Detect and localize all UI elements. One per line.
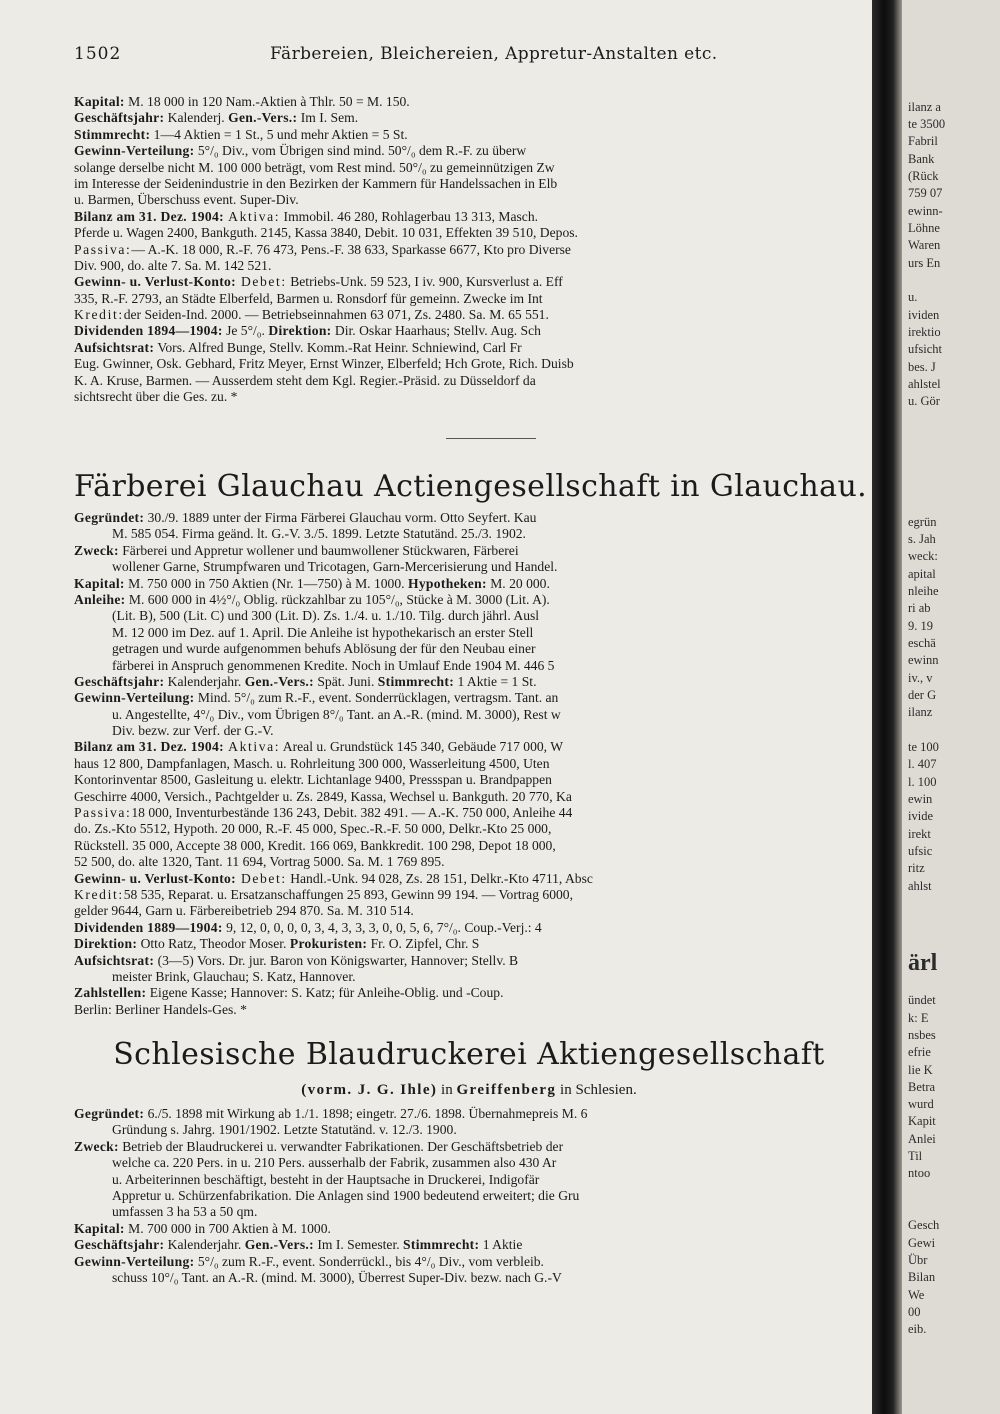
text-line	[74, 225, 864, 241]
text-run: do. Zs.-Kto 5512, Hypoth. 20 000, R.-F. 45 000, Spec.-R.-F. 50 000, Delkr.-Kto 25 000,	[74, 821, 552, 837]
text-run: 1 Aktie	[479, 1237, 523, 1253]
field-label: Direktion:	[74, 936, 138, 952]
field-label: Kapital:	[74, 575, 125, 591]
text-run: umfassen 3 ha 53 a 50 qm.	[112, 1204, 258, 1220]
entry-text	[74, 1106, 864, 1286]
facing-page-line: ahlst	[908, 879, 932, 893]
facing-page-line: nleihe	[908, 584, 939, 598]
text-run: Betriebseinnahmen 63 071, Zs. 2480. Sa. M. 65 551.	[261, 307, 549, 323]
running-title: Färbereien, Bleichereien, Appretur-Anstalten etc.	[270, 44, 718, 64]
text-run: A.-K. 18 000, R.-F. 76 473, Pens.-F. 38 633, Sparkasse 6677, Kto pro Diverse	[147, 241, 571, 257]
text-run: Geschirre 4000, Versich., Pachtgelder u. Zs. 2849, Kassa, Wechsel u. Bankguth. 20 770, Ka	[74, 788, 572, 804]
text-run: 30./9. 1889 unter der Firma Färberei Glauchau vorm. Otto Seyfert. Kau	[144, 510, 537, 525]
page-number: 1502	[74, 44, 122, 64]
facing-page-line: u. Gör	[908, 394, 940, 408]
text-line	[74, 543, 864, 559]
facing-page-line: We	[908, 1288, 925, 1302]
text-run: Immobil. 46 280, Rohlagerbau 13 313, Masch.	[280, 208, 539, 224]
facing-page-line: Til	[908, 1149, 923, 1163]
text-line	[74, 985, 864, 1001]
spaced-label: Debet:	[235, 274, 287, 290]
text-line	[74, 291, 864, 307]
facing-page-line: 9. 19	[908, 619, 933, 633]
text-run: A.-K. 750 000, Anleihe 44	[427, 805, 573, 821]
text-run: Berlin: Berliner Handels-Ges. *	[74, 1001, 247, 1017]
text-run: M. 20 000.	[486, 575, 550, 591]
company-title: Schlesische Blaudruckerei Aktiengesellschaft	[113, 1037, 825, 1072]
text-run: Vors. Alfred Bunge, Stellv. Komm.-Rat Heinr. Schniewind, Carl Fr	[154, 339, 522, 355]
text-run: 5°/₀ Div., vom Übrigen sind mind. 50°/₀ dem R.-F. zu überw	[194, 143, 527, 159]
text-run: 335, R.-F. 2793, an Städte Elberfeld, Barmen u. Ronsdorf für gemeinn. Zwecke im Int	[74, 290, 543, 306]
spaced-label: Passiva:	[74, 805, 132, 821]
text-run: Betriebs-Unk. 59 523, I iv. 900, Kursverlust a. Eff	[286, 274, 563, 290]
text-run: u. Barmen, Überschuss event. Super-Div.	[74, 192, 299, 208]
text-run: M. 600 000 in 4½°/₀ Oblig. rückzahlbar zu 105°/₀, Stücke à M. 3000 (Lit. A).	[125, 591, 550, 607]
running-header	[74, 44, 864, 70]
text-run: M. 700 000 in 700 Aktien à M. 1000.	[124, 1220, 331, 1236]
field-label: Gegründet:	[74, 510, 145, 525]
text-line	[74, 756, 864, 772]
field-label: Zweck:	[74, 542, 119, 558]
facing-page-line: (Rück	[908, 169, 939, 183]
text-line	[74, 242, 864, 258]
field-label: Stimmrecht:	[74, 126, 151, 142]
text-line	[74, 1237, 864, 1253]
text-run: wollener Garne, Strumpfwaren und Tricotagen, Garn-Mercerisierung und Handel.	[112, 559, 558, 575]
text-run: Eigene Kasse; Hannover: S. Katz; für Anleihe-Oblig. und -Coup.	[146, 985, 504, 1001]
subtitle-region: in Schlesien.	[556, 1082, 637, 1098]
field-label: Bilanz am 31. Dez. 1904:	[74, 739, 224, 755]
facing-page-line: ri ab	[908, 601, 931, 615]
field-label: Zahlstellen:	[74, 985, 147, 1001]
facing-page-line: efrie	[908, 1045, 931, 1059]
text-line	[74, 307, 864, 323]
text-run: Betrieb der Blaudruckerei u. verwandter Fabrikationen. Der Geschäftsbetrieb der	[118, 1138, 564, 1154]
text-run: Fr. O. Zipfel, Chr. S	[367, 936, 480, 952]
facing-page-line: egrün	[908, 515, 937, 529]
text-run: 18 000, Inventurbestände 136 243, Debit. 382 491. —	[131, 805, 428, 821]
text-run: welche ca. 220 Pers. in u. 210 Pers. ausserhalb der Fabrik, zusammen also 430 Ar	[112, 1155, 557, 1171]
facing-page-line: eschä	[908, 636, 936, 650]
text-line	[74, 192, 864, 208]
company-entry-glauchau	[74, 469, 868, 1018]
text-run: Div. bezw. zur Verf. der G.-V.	[112, 723, 274, 739]
text-line	[74, 274, 864, 290]
facing-page-line: 759 07	[908, 186, 943, 200]
facing-page-line: l. 100	[908, 775, 937, 789]
facing-page-line: Waren	[908, 238, 941, 252]
text-line	[74, 1188, 864, 1204]
field-label: Dividenden 1894—1904:	[74, 323, 223, 339]
text-run: färberei in Anspruch genommenen Kredite. Noch in Umlauf Ende 1904 M. 446 5	[112, 657, 555, 673]
facing-page-line: ilanz a	[908, 100, 941, 114]
field-label: Gewinn-Verteilung:	[74, 690, 195, 706]
text-line	[74, 789, 864, 805]
text-line	[74, 1122, 864, 1138]
field-label: Geschäftsjahr:	[74, 673, 165, 689]
facing-page-line: Fabril	[908, 134, 938, 148]
text-line	[74, 1139, 864, 1155]
facing-page-line: irektio	[908, 325, 941, 339]
facing-page-line: ivide	[908, 809, 933, 823]
spaced-label: Kredit:	[74, 307, 124, 323]
text-run: Gründung s. Jahrg. 1901/1902. Letzte Statutänd. v. 12./3. 1900.	[112, 1122, 457, 1138]
text-line	[74, 658, 864, 674]
text-line	[74, 1204, 864, 1220]
facing-page-line: ilanz	[908, 705, 933, 719]
text-line	[74, 821, 864, 837]
text-run: schuss 10°/₀ Tant. an A.-R. (mind. M. 3000), Überrest Super-Div. bezw. nach G.-V	[112, 1269, 562, 1285]
facing-page-line: Gewi	[908, 1236, 936, 1250]
text-line	[74, 854, 864, 870]
spaced-label: Debet:	[235, 870, 287, 886]
text-line	[74, 526, 864, 542]
text-line	[74, 340, 864, 356]
field-label: Hypotheken:	[407, 575, 487, 591]
text-line	[74, 1270, 864, 1286]
facing-page-line: Löhne	[908, 221, 940, 235]
text-run: Spät. Juni.	[313, 673, 378, 689]
text-line	[74, 559, 864, 575]
text-line	[74, 1106, 864, 1122]
facing-page-line: der G	[908, 688, 937, 702]
text-line	[74, 176, 864, 192]
facing-page-line: ewinn-	[908, 204, 943, 218]
company-title: Färberei Glauchau Actiengesellschaft in Glauchau.	[74, 469, 868, 504]
text-line	[74, 690, 864, 706]
text-line	[74, 871, 864, 887]
text-line	[74, 805, 864, 821]
text-run: M. 12 000 im Dez. auf 1. April. Die Anleihe ist hypothekarisch an erster Stell	[112, 624, 534, 640]
text-run: Im I. Semester.	[313, 1237, 404, 1253]
text-line	[74, 1002, 864, 1018]
spaced-label: Aktiva:	[223, 739, 281, 755]
text-run: Dir. Oskar Haarhaus; Stellv. Aug. Sch	[331, 323, 541, 339]
text-run: (3—5) Vors. Dr. jur. Baron von Königswarter, Hannover; Stellv. B	[154, 952, 519, 968]
facing-page-line: Gesch	[908, 1218, 940, 1232]
facing-page-line: urs En	[908, 256, 941, 270]
text-run: 52 500, do. alte 1320, Tant. 11 694, Vortrag 5000. Sa. M. 1 769 895.	[74, 854, 445, 870]
previous-company-entry	[74, 94, 864, 405]
field-label: Anleihe:	[74, 591, 126, 607]
facing-page-line: Kapit	[908, 1114, 936, 1128]
section-divider	[446, 438, 536, 439]
text-line	[74, 1221, 864, 1237]
facing-page-line: s. Jah	[908, 532, 936, 546]
text-run: 5°/₀ zum R.-F., event. Sonderrückl., bis 4°/₀ Div., vom verbleib.	[194, 1253, 544, 1269]
text-run: meister Brink, Glauchau; S. Katz, Hannover.	[112, 968, 356, 984]
text-run: Im I. Sem.	[297, 110, 359, 126]
text-line	[74, 94, 864, 110]
text-run: Kalenderjahr.	[164, 673, 245, 689]
text-run: Div. 900, do. alte 7. Sa. M. 142 521.	[74, 257, 272, 273]
text-run: Kontorinventar 8500, Gasleitung u. elektr. Lichtanlage 9400, Pressspan u. Brandpappen	[74, 772, 552, 788]
subtitle-connector: in	[437, 1082, 457, 1098]
text-run: 1—4 Aktien = 1 St., 5 und mehr Aktien = 5 St.	[150, 126, 408, 142]
text-run: Appretur u. Schürzenfabrikation. Die Anlagen sind 1900 bedeutend erweitert; die Gru	[112, 1187, 580, 1203]
text-line	[74, 608, 864, 624]
facing-page-line: wurd	[908, 1097, 934, 1111]
text-line	[74, 389, 864, 405]
text-line	[74, 592, 864, 608]
facing-page-line: ündet	[908, 993, 936, 1007]
text-run: Areal u. Grundstück 145 340, Gebäude 717 000, W	[280, 739, 564, 755]
text-line	[74, 127, 864, 143]
facing-page-line: nsbes	[908, 1028, 936, 1042]
field-label: Zweck:	[74, 1138, 119, 1154]
text-line	[74, 953, 864, 969]
text-line	[74, 969, 864, 985]
text-line	[74, 209, 864, 225]
text-line	[74, 772, 864, 788]
company-subtitle	[74, 1080, 864, 1100]
facing-page-line: bes. J	[908, 360, 936, 374]
text-run: (Lit. B), 500 (Lit. C) und 300 (Lit. D). Zs. 1./4. u. 1./10. Tilg. durch jährl. Ausl	[112, 608, 540, 624]
facing-page-line: Betra	[908, 1080, 936, 1094]
field-label: Bilanz am 31. Dez. 1904:	[74, 208, 224, 224]
text-run: haus 12 800, Dampfanlagen, Masch. u. Rohrleitung 300 000, Wasserleitung 4500, Uten	[74, 755, 550, 771]
facing-page-line: apital	[908, 567, 936, 581]
facing-page-line: irekt	[908, 827, 931, 841]
text-line	[74, 723, 864, 739]
text-run: Kalenderj.	[164, 110, 229, 126]
text-run: M. 18 000 in 120 Nam.-Aktien à Thlr. 50 = M. 150.	[124, 94, 410, 109]
facing-page-line: ritz	[908, 861, 925, 875]
facing-page-line: eib.	[908, 1322, 927, 1336]
text-run: Mind. 5°/₀ zum R.-F., event. Sonderrücklagen, vertragsm. Tant. an	[194, 690, 559, 706]
facing-page-line: ärl	[908, 950, 938, 976]
facing-page-line: Bank	[908, 152, 935, 166]
text-run: K. A. Kruse, Barmen. — Ausserdem steht dem Kgl. Regier.-Präsid. zu Düsseldorf da	[74, 372, 536, 388]
facing-page-line: ntoo	[908, 1166, 931, 1180]
text-run: Vortrag 6000,	[498, 886, 573, 902]
field-label: Gen.-Vers.:	[244, 1237, 314, 1253]
text-run: solange derselbe nicht M. 100 000 beträgt, vom Rest mind. 50°/₀ zu gemeinnützigen Zw	[74, 159, 555, 175]
former-name: (vorm. J. G. Ihle)	[301, 1082, 438, 1098]
text-run: 58 535, Reparat. u. Ersatzanschaffungen 25 893, Gewinn 99 194. —	[123, 886, 499, 902]
facing-page-line: weck:	[908, 549, 938, 563]
facing-page-line: Anlei	[908, 1132, 936, 1146]
facing-page-line: l. 407	[908, 757, 937, 771]
text-run: u. Arbeiterinnen beschäftigt, besteht in der Hauptsache in Druckerei, Indigofär	[112, 1171, 540, 1187]
text-line	[74, 887, 864, 903]
facing-page-line: iv., v	[908, 671, 933, 685]
field-label: Gewinn-Verteilung:	[74, 143, 195, 159]
text-line	[74, 1254, 864, 1270]
entry-text	[74, 94, 864, 405]
text-line	[74, 258, 864, 274]
facing-page-line: ividen	[908, 308, 940, 322]
field-label: Stimmrecht:	[403, 1237, 480, 1253]
facing-page-line: ufsic	[908, 844, 933, 858]
field-label: Gen.-Vers.:	[244, 673, 314, 689]
facing-page-line: ewinn	[908, 653, 939, 667]
text-line	[74, 739, 864, 755]
text-line	[74, 625, 864, 641]
text-line	[74, 838, 864, 854]
field-label: Prokuristen:	[289, 936, 368, 952]
text-line	[74, 143, 864, 159]
facing-page-line: ufsicht	[908, 342, 943, 356]
field-label: Direktion:	[268, 323, 332, 339]
text-line	[74, 641, 864, 657]
text-run: Kalenderjahr.	[164, 1237, 245, 1253]
text-run: sichtsrecht über die Ges. zu. *	[74, 389, 238, 405]
facing-page-line: Bilan	[908, 1270, 936, 1284]
facing-page-line: te 100	[908, 740, 939, 754]
text-line	[74, 160, 864, 176]
text-line	[74, 1172, 864, 1188]
facing-page-line: te 3500	[908, 117, 946, 131]
field-label: Gewinn- u. Verlust-Konto:	[74, 870, 236, 886]
company-location: Greiffenberg	[456, 1082, 557, 1098]
text-line	[74, 356, 864, 372]
field-label: Kapital:	[74, 94, 125, 109]
text-line	[74, 576, 864, 592]
field-label: Gewinn- u. Verlust-Konto:	[74, 274, 236, 290]
field-label: Kapital:	[74, 1220, 125, 1236]
facing-page-line: lie K	[908, 1063, 933, 1077]
text-run: M. 585 054. Firma geänd. lt. G.-V. 3./5. 1899. Letzte Statutänd. 25./3. 1902.	[112, 526, 526, 542]
text-run: M. 750 000 in 750 Aktien (Nr. 1—750) à M. 1000.	[124, 575, 408, 591]
text-line	[74, 1155, 864, 1171]
facing-page-line: k: E	[908, 1011, 929, 1025]
facing-page-line: u.	[908, 290, 918, 304]
field-label: Gewinn-Verteilung:	[74, 1253, 195, 1269]
field-label: Geschäftsjahr:	[74, 1237, 165, 1253]
text-run: getragen und wurde aufgenommen behufs Ablösung der für den Neubau einer	[112, 641, 536, 657]
text-line	[74, 110, 864, 126]
text-run: Pferde u. Wagen 2400, Bankguth. 2145, Kassa 3840, Debit. 10 031, Effekten 39 510, Depos.	[74, 225, 578, 241]
facing-page-line: ewin	[908, 792, 933, 806]
text-line	[74, 936, 864, 952]
text-run: der Seiden-Ind. 2000. —	[123, 307, 262, 323]
text-run: gelder 9644, Garn u. Färbereibetrieb 294 870. Sa. M. 310 514.	[74, 903, 414, 919]
entry-text	[74, 510, 864, 1018]
text-run: 6./5. 1898 mit Wirkung ab 1./1. 1898; eingetr. 27./6. 1898. Übernahmepreis M. 6	[144, 1106, 588, 1121]
text-run: Rückstell. 35 000, Accepte 38 000, Kredit. 166 069, Bankkredit. 100 298, Depot 18 000,	[74, 837, 556, 853]
text-run: Handl.-Unk. 94 028, Zs. 28 151, Delkr.-Kto 4711, Absc	[286, 870, 593, 886]
field-label: Aufsichtsrat:	[74, 952, 155, 968]
spaced-label: Passiva:	[74, 241, 132, 257]
text-run: Je 5°/₀.	[222, 323, 269, 339]
text-run: 1 Aktie = 1 St.	[454, 673, 537, 689]
company-entry-schlesische	[74, 1038, 864, 1286]
text-run: im Interesse der Seidenindustrie in den Bezirken der Kammern für Handelssachen in Elb	[74, 175, 558, 191]
text-line	[74, 920, 864, 936]
facing-page-line: Übr	[908, 1253, 928, 1267]
facing-page-line: ahlstel	[908, 377, 941, 391]
text-run: Eug. Gwinner, Osk. Gebhard, Fritz Meyer, Ernst Winzer, Elberfeld; Hch Grote, Rich. Duisb	[74, 356, 574, 372]
spaced-label: Aktiva:	[223, 208, 281, 224]
field-label: Aufsichtsrat:	[74, 339, 155, 355]
facing-page-line: 00	[908, 1305, 921, 1319]
field-label: Geschäftsjahr:	[74, 110, 165, 126]
text-run: 9, 12, 0, 0, 0, 0, 3, 4, 3, 3, 3, 0, 0, 5, 6, 7°/₀. Coup.-Verj.: 4	[222, 919, 542, 935]
facing-page-fragment	[902, 0, 1000, 1414]
text-line	[74, 903, 864, 919]
text-line	[74, 674, 864, 690]
field-label: Gen.-Vers.:	[228, 110, 298, 126]
text-run: Otto Ratz, Theodor Moser.	[137, 936, 290, 952]
text-line	[74, 323, 864, 339]
field-label: Dividenden 1889—1904:	[74, 919, 223, 935]
text-line	[74, 707, 864, 723]
spaced-label: Kredit:	[74, 886, 124, 902]
book-spine	[872, 0, 902, 1414]
field-label: Stimmrecht:	[377, 673, 455, 689]
field-label: Gegründet:	[74, 1106, 145, 1121]
text-line	[74, 373, 864, 389]
text-run: u. Angestellte, 4°/₀ Div., vom Übrigen 8°/₀ Tant. an A.-R. (mind. M. 3000), Rest w	[112, 706, 561, 722]
text-run: —	[131, 241, 148, 257]
text-line	[74, 510, 864, 526]
text-run: Färberei und Appretur wollener und baumwollener Stückwaren, Färberei	[118, 542, 519, 558]
